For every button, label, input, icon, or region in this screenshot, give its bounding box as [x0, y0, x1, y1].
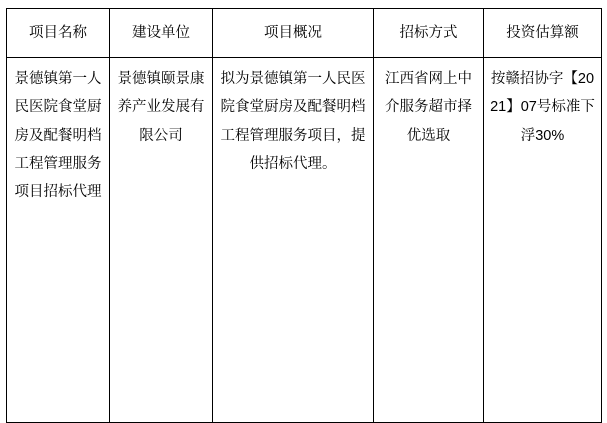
cell-construction-unit: [110, 58, 213, 423]
cell-bidding-method: [374, 58, 484, 423]
cell-investment-estimate: [484, 58, 602, 423]
cell-project-overview: [213, 58, 374, 423]
cell-investment-estimate-text: 按赣招协字【2021】07号标准下浮30%: [490, 71, 595, 144]
cell-construction-unit-text: 景德镇颐景康养产业发展有限公司: [117, 71, 205, 144]
table-header: [7, 9, 602, 58]
cell-project-name-text: 景德镇第一人民医院食堂厨房及配餐明档工程管理服务项目招标代理: [14, 71, 102, 201]
project-info-table: [6, 8, 602, 423]
cell-project-overview-text: 拟为景德镇第一人民医院食堂厨房及配餐明档工程管理服务项目，提供招标代理。: [220, 71, 366, 172]
column-header-project-overview: 项目概况: [213, 9, 374, 58]
column-header-project-name: 项目名称: [7, 9, 110, 58]
table-row: [7, 58, 602, 423]
cell-bidding-method-text: 江西省网上中介服务超市择优选取: [385, 71, 472, 144]
table-body: [7, 58, 602, 423]
column-header-bidding-method: 招标方式: [374, 9, 484, 58]
cell-project-name: [7, 58, 110, 423]
column-header-construction-unit: 建设单位: [110, 9, 213, 58]
table-header-row: [7, 9, 602, 58]
column-header-investment-estimate: 投资估算额: [484, 9, 602, 58]
